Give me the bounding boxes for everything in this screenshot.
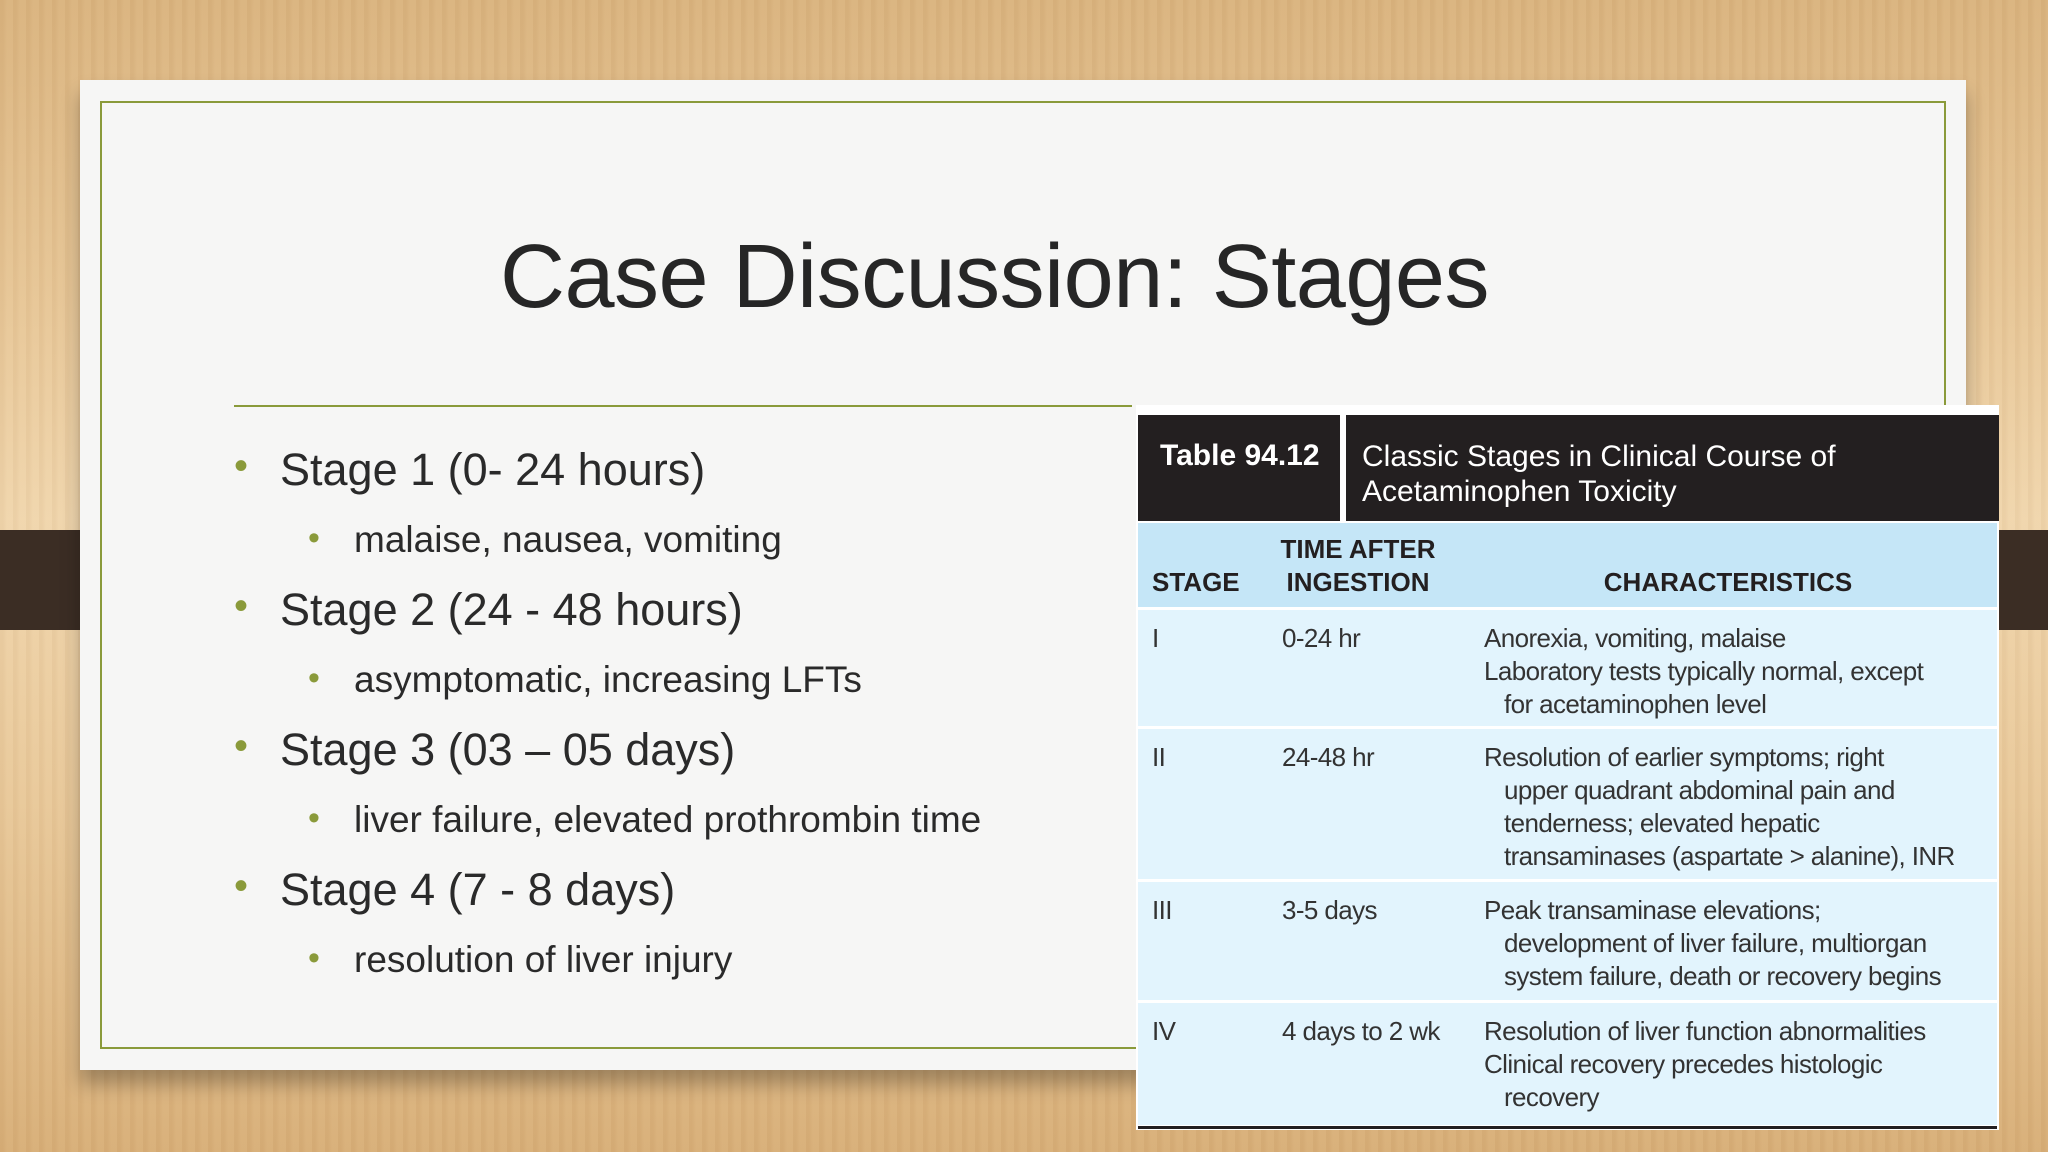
bullet-item xyxy=(234,575,1114,645)
cell-stage: IV xyxy=(1152,1016,1176,1046)
characteristic-line: tenderness; elevated hepatic xyxy=(1504,808,1820,838)
cell-time: 4 days to 2 wk xyxy=(1282,1016,1440,1046)
cell-time: 24-48 hr xyxy=(1282,742,1375,772)
table-caption-line: Acetaminophen Toxicity xyxy=(1362,475,1677,508)
cell-characteristics xyxy=(1484,741,1994,873)
bullet-dot-icon: • xyxy=(308,799,320,837)
stages-table-image xyxy=(1136,405,1999,1130)
table-caption-line: Classic Stages in Clinical Course of xyxy=(1362,440,1836,473)
table-title-bar xyxy=(1138,415,1999,521)
bullet-dot-icon: • xyxy=(234,584,249,628)
characteristic-line: development of liver failure, multiorgan xyxy=(1504,928,1927,958)
characteristic-line: transaminases (aspartate > alanine), INR xyxy=(1504,841,1955,871)
characteristic-line: Laboratory tests typically normal, except xyxy=(1484,656,1924,686)
header-time-line: TIME AFTER xyxy=(1280,534,1436,564)
table-row xyxy=(1138,610,1997,726)
bullet-text: Stage 1 (0- 24 hours) xyxy=(280,444,706,495)
cell-characteristics xyxy=(1484,622,1994,721)
bullet-item xyxy=(234,715,1114,785)
bullet-dot-icon: • xyxy=(234,724,249,768)
table-column-headers xyxy=(1138,523,1997,607)
table-caption xyxy=(1362,439,1982,509)
bullet-dot-icon: • xyxy=(234,444,249,488)
characteristic-line: recovery xyxy=(1504,1082,1599,1112)
title-separator xyxy=(1340,415,1346,521)
sub-bullet-text: asymptomatic, increasing LFTs xyxy=(354,659,862,700)
characteristic-line: Peak transaminase elevations; xyxy=(1484,895,1821,925)
table-row xyxy=(1138,729,1997,879)
bullet-item xyxy=(234,855,1114,925)
bullet-list xyxy=(234,435,1114,995)
bullet-item xyxy=(234,435,1114,505)
characteristic-line: upper quadrant abdominal pain and xyxy=(1504,775,1895,805)
sub-bullet-item xyxy=(234,785,1114,855)
sub-bullet-item xyxy=(234,645,1114,715)
cell-stage: I xyxy=(1152,623,1159,653)
cell-time: 0-24 hr xyxy=(1282,623,1361,653)
sub-bullet-text: malaise, nausea, vomiting xyxy=(354,519,782,560)
sub-bullet-text: resolution of liver injury xyxy=(354,939,733,980)
characteristic-line: Resolution of liver function abnormalities xyxy=(1484,1016,1926,1046)
bullet-text: Stage 4 (7 - 8 days) xyxy=(280,864,676,915)
bullet-dot-icon: • xyxy=(234,864,249,908)
characteristic-line: system failure, death or recovery begins xyxy=(1504,961,1941,991)
characteristic-line: for acetaminophen level xyxy=(1504,689,1767,719)
sub-bullet-item xyxy=(234,505,1114,575)
header-time xyxy=(1278,533,1438,599)
table-row xyxy=(1138,882,1997,1000)
title-underline xyxy=(234,405,1132,407)
slide xyxy=(80,80,1966,1112)
header-time-line: INGESTION xyxy=(1286,567,1430,597)
cell-stage: II xyxy=(1152,742,1166,772)
cell-characteristics xyxy=(1484,1015,1994,1114)
table-number: Table 94.12 xyxy=(1160,439,1320,472)
header-characteristics: CHARACTERISTICS xyxy=(1603,567,1853,597)
header-stage: STAGE xyxy=(1152,567,1240,597)
cell-stage: III xyxy=(1152,895,1172,925)
slide-title: Case Discussion: Stages xyxy=(500,227,1489,327)
cell-characteristics xyxy=(1484,894,1994,993)
bullet-text: Stage 3 (03 – 05 days) xyxy=(280,724,736,775)
sub-bullet-item xyxy=(234,925,1114,995)
sub-bullet-text: liver failure, elevated prothrombin time xyxy=(354,799,982,840)
characteristic-line: Clinical recovery precedes histologic xyxy=(1484,1049,1883,1079)
bullet-dot-icon: • xyxy=(308,519,320,557)
cell-time: 3-5 days xyxy=(1282,895,1377,925)
bullet-dot-icon: • xyxy=(308,939,320,977)
table-row xyxy=(1138,1003,1997,1125)
bullet-text: Stage 2 (24 - 48 hours) xyxy=(280,584,743,635)
characteristic-line: Anorexia, vomiting, malaise xyxy=(1484,623,1786,653)
table-bottom-rule xyxy=(1138,1126,1997,1129)
bullet-dot-icon: • xyxy=(308,659,320,697)
characteristic-line: Resolution of earlier symptoms; right xyxy=(1484,742,1884,772)
